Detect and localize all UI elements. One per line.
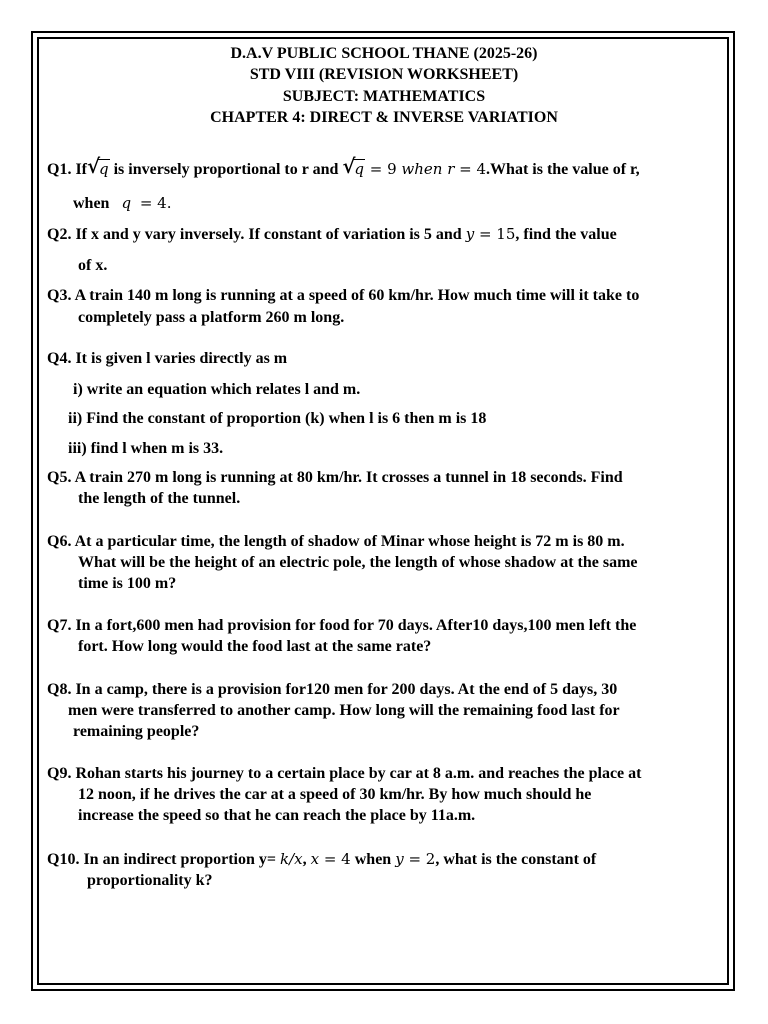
q1-text: Q1. If bbox=[47, 161, 87, 178]
question-5-line-2: the length of the tunnel. bbox=[78, 490, 241, 507]
q10-var-y: y bbox=[395, 850, 404, 868]
question-6-line-2: What will be the height of an electric pole, the length of whose shadow at the same bbox=[78, 554, 638, 571]
q10-eq-2: = 2 bbox=[403, 850, 436, 868]
chapter-title: CHAPTER 4: DIRECT & INVERSE VARIATION bbox=[210, 109, 558, 126]
question-8-line-2: men were transferred to another camp. How long will the remaining food last for bbox=[68, 702, 620, 719]
question-8-line-3: remaining people? bbox=[73, 723, 200, 740]
question-7-line-2: fort. How long would the food last at the same rate? bbox=[78, 638, 432, 655]
question-10-line-1 bbox=[47, 849, 596, 870]
question-6-line-3: time is 100 m? bbox=[78, 575, 177, 592]
question-9-line-1: Q9. Rohan starts his journey to a certain place by car at 8 a.m. and reaches the place at bbox=[47, 765, 642, 782]
question-4-part-i: i) write an equation which relates l and m. bbox=[73, 381, 361, 398]
question-3-line-1: Q3. A train 140 m long is running at a speed of 60 km/hr. How much time will it take to bbox=[47, 287, 640, 304]
question-10-line-2: proportionality k? bbox=[87, 872, 213, 889]
q10-k-over-x: k/x bbox=[280, 850, 303, 868]
q10-eq-4: = 4 bbox=[319, 850, 351, 868]
q10-when: when bbox=[350, 851, 396, 868]
question-5-line-1: Q5. A train 270 m long is running at 80 km/hr. It crosses a tunnel in 18 seconds. Find bbox=[47, 469, 623, 486]
question-3-line-2: completely pass a platform 260 m long. bbox=[78, 309, 345, 326]
q2-eq-15: = 15 bbox=[474, 225, 516, 243]
q10-comma: , bbox=[302, 851, 311, 868]
q1-eq-4-b: = 4. bbox=[135, 194, 172, 212]
q2-text: Q2. If x and y vary inversely. If constant of variation is 5 and bbox=[47, 226, 466, 243]
q1-text-2: is inversely proportional to r and bbox=[109, 161, 343, 178]
question-1-line-2 bbox=[73, 193, 171, 214]
question-6-line-1: Q6. At a particular time, the length of shadow of Minar whose height is 72 m is 80 m. bbox=[47, 533, 625, 550]
q10-text: Q10. In an indirect proportion y= bbox=[47, 851, 280, 868]
q10-text-2: , what is the constant of bbox=[435, 851, 597, 868]
q1-text-3: .What is the value of r, bbox=[486, 161, 640, 178]
question-9-line-2: 12 noon, if he drives the car at a speed of 30 km/hr. By how much should he bbox=[78, 786, 592, 803]
q1-eq-4: = 4 bbox=[454, 160, 487, 178]
q1-var-q: q bbox=[99, 160, 109, 178]
question-9-line-3: increase the speed so that he can reach the place by 11a.m. bbox=[78, 807, 476, 824]
q1-var-q-3: q bbox=[121, 194, 132, 212]
subject-title: SUBJECT: MATHEMATICS bbox=[282, 88, 486, 105]
sqrt-symbol-2 bbox=[343, 159, 365, 180]
question-4-line-1: Q4. It is given l varies directly as m bbox=[47, 350, 288, 367]
q2-text-2: , find the value bbox=[515, 226, 617, 243]
q1-when-r: when r bbox=[401, 160, 455, 178]
question-2-line-2: of x. bbox=[78, 257, 108, 274]
question-4-part-ii: ii) Find the constant of proportion (k) when l is 6 then m is 18 bbox=[68, 410, 487, 427]
q1-eq-9: = 9 bbox=[364, 160, 402, 178]
standard-title: STD VIII (REVISION WORKSHEET) bbox=[249, 66, 519, 83]
sqrt-symbol bbox=[88, 159, 110, 180]
q2-var-y: y bbox=[465, 225, 475, 243]
q1-var-q-2: q bbox=[354, 160, 364, 178]
question-1-line-1 bbox=[47, 159, 640, 180]
question-4-part-iii: iii) find l when m is 33. bbox=[68, 440, 224, 457]
school-title: D.A.V PUBLIC SCHOOL THANE (2025-26) bbox=[230, 45, 538, 62]
question-7-line-1: Q7. In a fort,600 men had provision for food for 70 days. After10 days,100 men left the bbox=[47, 617, 637, 634]
q1-when: when bbox=[73, 195, 114, 212]
question-8-line-1: Q8. In a camp, there is a provision for120 men for 200 days. At the end of 5 days, 30 bbox=[47, 681, 618, 698]
question-2-line-1 bbox=[47, 224, 617, 245]
q10-var-x: x bbox=[310, 850, 320, 868]
